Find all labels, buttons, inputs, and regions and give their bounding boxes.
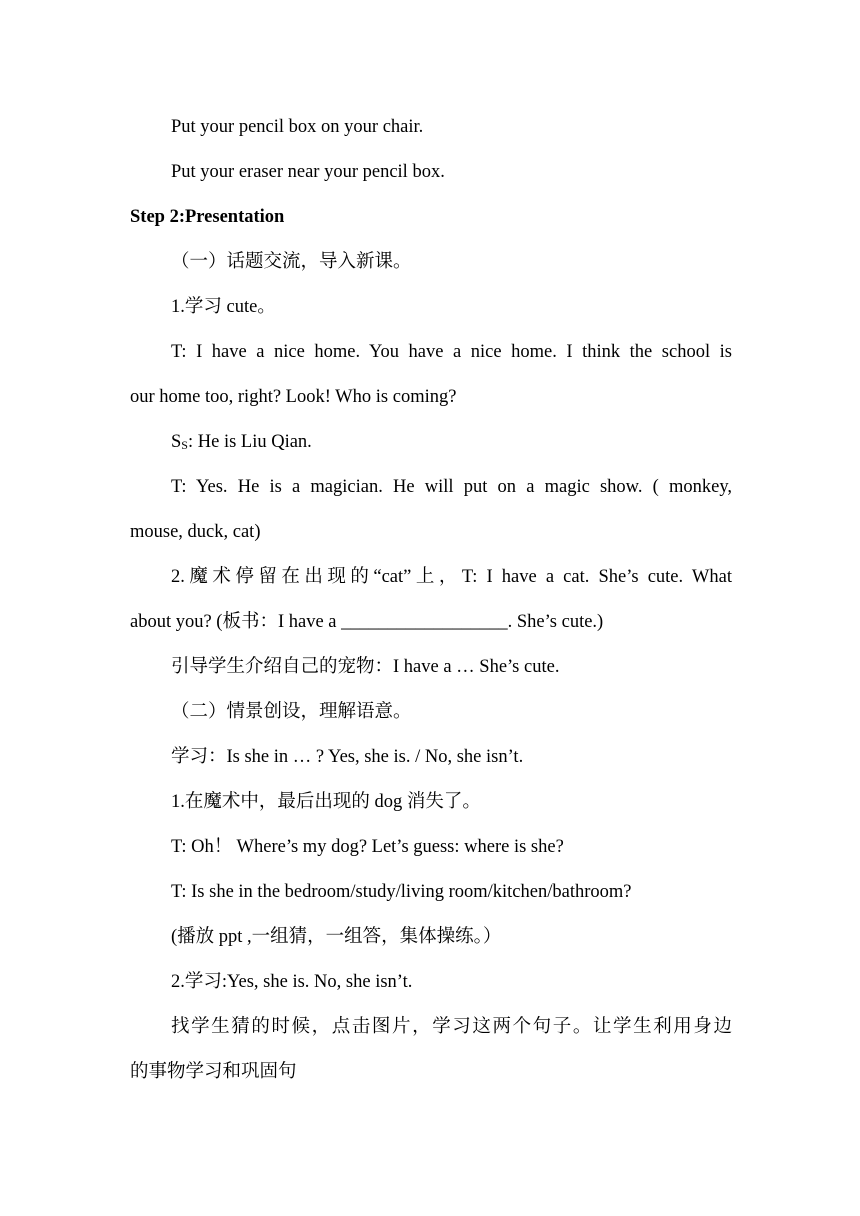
text-line: 1.学习 cute。	[171, 297, 276, 317]
text-line: T: Oh！ Where’s my dog? Let’s guess: where is she?	[171, 837, 564, 857]
text-line: T: Yes. He is a magician. He will put on a magic show. ( monkey,	[171, 477, 732, 497]
text-line: 的事物学习和巩固句	[130, 1062, 297, 1082]
text-line: Put your eraser near your pencil box.	[171, 162, 445, 182]
text-line: （二）情景创设，理解语意。	[171, 702, 412, 722]
line-text: : He is Liu Qian.	[187, 432, 312, 452]
text-line: 学习：Is she in … ? Yes, she is. / No, she isn’t.	[171, 747, 524, 767]
text-line: 2.魔术停留在出现的“cat”上，T: I have a cat. She’s cute. What	[171, 567, 732, 587]
text-line: 引导学生介绍自己的宠物：I have a … She’s cute.	[171, 657, 560, 677]
speaker-subscript: S	[181, 438, 188, 452]
text-line: our home too, right? Look! Who is coming?	[130, 387, 457, 407]
speaker-label: S	[171, 432, 182, 452]
text-line: T: Is she in the bedroom/study/living room/kitchen/bathroom?	[171, 882, 632, 902]
text-line	[171, 431, 312, 456]
text-line: about you? (板书：I have a __________________. She’s cute.)	[130, 612, 604, 632]
section-heading: Step 2:Presentation	[130, 207, 285, 227]
text-line: (播放 ppt ,一组猜，一组答，集体操练。）	[171, 927, 502, 947]
text-line: Put your pencil box on your chair.	[171, 117, 424, 137]
text-line: T: I have a nice home. You have a nice home. I think the school is	[171, 342, 732, 362]
text-line: mouse, duck, cat)	[130, 522, 261, 542]
text-line: 1.在魔术中，最后出现的 dog 消失了。	[171, 792, 481, 812]
text-line: （一）话题交流，导入新课。	[171, 252, 412, 272]
text-line: 2.学习:Yes, she is. No, she isn’t.	[171, 972, 413, 992]
text-line: 找学生猜的时候，点击图片，学习这两个句子。让学生利用身边	[171, 1017, 732, 1037]
